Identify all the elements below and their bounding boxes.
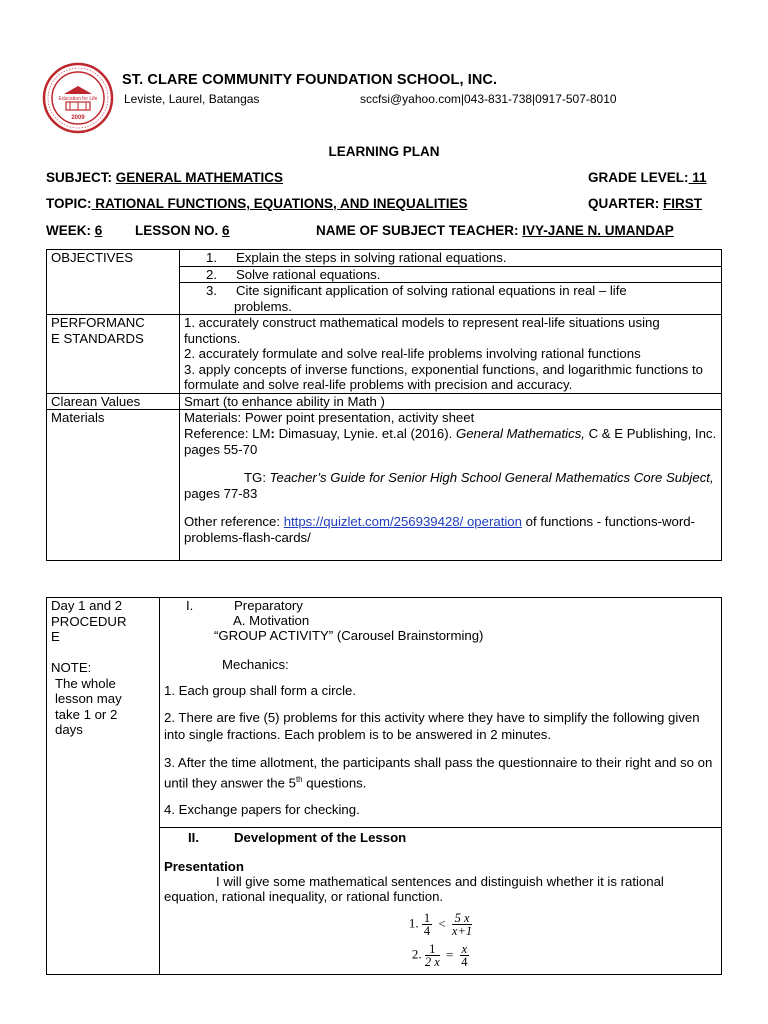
values-row — [47, 393, 722, 410]
lesson-value: 6 — [222, 223, 230, 238]
motivation-heading: A. Motivation — [233, 613, 310, 628]
grade-value: 11 — [688, 170, 707, 185]
objectives-label: OBJECTIVES — [47, 250, 180, 315]
math-expression-2: 2. $\frac{1}{2 x}$ = $\frac{x}{4}$ — [411, 942, 468, 970]
values-label: Clarean Values — [47, 393, 180, 410]
lesson-row: LESSON NO. 6 — [135, 223, 230, 238]
mechanics-step-1: 1. Each group shall form a circle. — [164, 683, 357, 698]
development-heading: II. Development of the Lesson — [188, 830, 407, 846]
school-name: ST. CLARE COMMUNITY FOUNDATION SCHOOL, INC. — [122, 72, 498, 88]
group-activity: “GROUP ACTIVITY” (Carousel Brainstorming) — [214, 628, 484, 643]
materials-row — [47, 410, 722, 561]
presentation-text: I will give some mathematical sentences and distinguish whether it is rational equation, rational inequality, or rational function. — [164, 874, 664, 905]
math-expression-1: 1. $\frac{1}{4}$ < $\frac{5 x}{x+1}$ — [408, 911, 473, 939]
svg-text:Education for Life: Education for Life — [58, 96, 98, 102]
quizlet-link[interactable]: https://quizlet.com/256939428/ operation — [283, 514, 522, 529]
performance-label: PERFORMANC E STANDARDS — [47, 315, 180, 394]
school-contact: sccfsi@yahoo.com|043-831-738|0917-507-8010 — [360, 92, 617, 106]
topic-value: RATIONAL FUNCTIONS, EQUATIONS, AND INEQUALITIES — [91, 196, 468, 211]
objective-3: Cite significant application of solving rational equations in real – life — [236, 283, 627, 298]
teacher-value: IVY-JANE N. UMANDAP — [522, 223, 674, 238]
objective-row-2: 2. Solve rational equations. — [47, 266, 722, 283]
mechanics-step-3: 3. After the time allotment, the participants shall pass the questionnaire to their right and so on until they answer the 5th questions. — [164, 755, 713, 791]
values-text: Smart (to enhance ability in Math ) — [180, 393, 722, 410]
materials-label: Materials — [47, 410, 180, 561]
reference-line: Reference: LM: Dimasuay, Lynie. et.al (2016). General Mathematics, C & E Publishing, Inc. pages 55-70 — [184, 426, 717, 457]
school-seal-logo — [42, 62, 114, 134]
preparatory-row — [47, 598, 722, 828]
quarter-row: QUARTER: FIRST — [588, 196, 703, 211]
objective-row-1: OBJECTIVES 1. Explain the steps in solving rational equations. — [47, 250, 722, 267]
preparatory-heading: I. Preparatory — [186, 598, 303, 613]
school-address: Leviste, Laurel, Batangas — [124, 92, 260, 106]
performance-1: 1. accurately construct mathematical models to represent real-life situations using functions. — [184, 315, 660, 346]
objective-row-3: 3. Cite significant application of solving rational equations in real – life problems. — [47, 283, 722, 315]
quarter-value: FIRST — [663, 196, 703, 211]
performance-row — [47, 315, 722, 394]
objective-2: Solve rational equations. — [236, 266, 381, 282]
plan-details-table — [46, 249, 722, 561]
subject-value: GENERAL MATHEMATICS — [115, 170, 284, 185]
procedure-table — [46, 597, 722, 975]
week-value: 6 — [94, 223, 103, 238]
presentation-label: Presentation — [164, 859, 244, 875]
mechanics-step-2: 2. There are five (5) problems for this activity where they have to simplify the following given into single fractions. Each problem is to be answered in 2 minutes. — [164, 710, 700, 742]
note-label: NOTE: — [51, 660, 92, 675]
mechanics-label: Mechanics: — [222, 657, 289, 672]
performance-2: 2. accurately formulate and solve real-life problems involving rational functions — [184, 346, 641, 361]
other-reference-line: Other reference: https://quizlet.com/256939428/ operation of functions - functions-word-problems-flash-cards/ — [184, 514, 695, 545]
grade-row: GRADE LEVEL: 11 — [588, 170, 707, 185]
week-row: WEEK: 6 — [46, 223, 103, 238]
topic-row: TOPIC: RATIONAL FUNCTIONS, EQUATIONS, AND INEQUALITIES — [46, 196, 468, 211]
mechanics-step-4: 4. Exchange papers for checking. — [164, 802, 360, 818]
plan-title: LEARNING PLAN — [328, 144, 440, 159]
objective-1: Explain the steps in solving rational equations. — [236, 250, 507, 265]
subject-row: SUBJECT: GENERAL MATHEMATICS — [46, 170, 284, 185]
teacher-row: NAME OF SUBJECT TEACHER: IVY-JANE N. UMANDAP — [316, 223, 674, 238]
materials-line: Materials: Power point presentation, activity sheet — [184, 410, 475, 425]
tg-line: TG: Teacher’s Guide for Senior High School General Mathematics Core Subject, pages 77-83 — [184, 470, 714, 501]
procedure-label: Day 1 and 2 PROCEDUR E NOTE: The whole lesson may take 1 or 2 days — [47, 598, 160, 975]
performance-3: 3. apply concepts of inverse functions, exponential functions, and logarithmic functions to formulate and solve real-life problems with precision and accuracy. — [184, 361, 704, 392]
svg-text:2009: 2009 — [71, 115, 85, 121]
